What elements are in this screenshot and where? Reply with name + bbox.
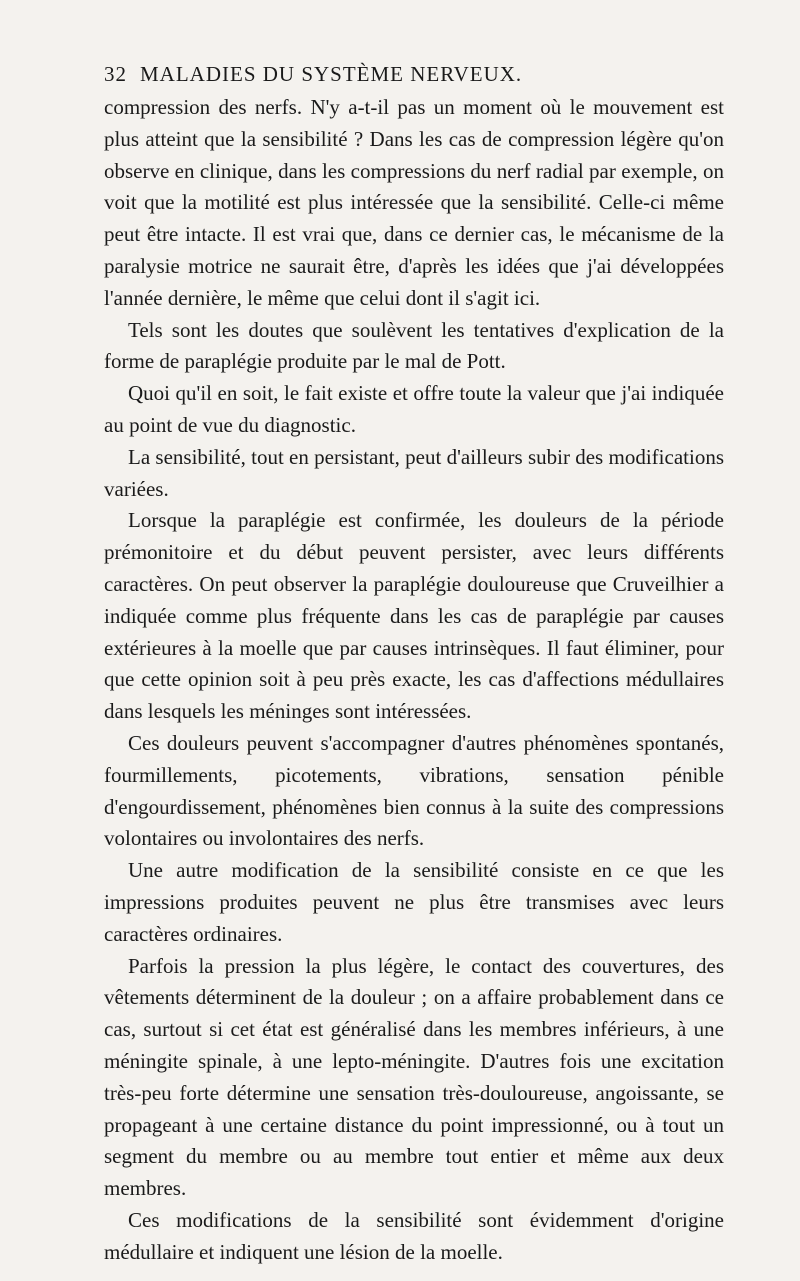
paragraph: Une autre modification de la sensibilité consiste en ce que les impressions produites peuvent ne plus être transmises avec leurs caractères ordinaires.	[104, 858, 724, 946]
running-title: MALADIES DU SYSTÈME NERVEUX.	[140, 62, 523, 86]
paragraph: Ces douleurs peuvent s'accompagner d'autres phénomènes spontanés, fourmillements, picotements, vibrations, sensation pénible d'engourdissement, phénomènes bien connus à la suite des compressions volontaires ou involontaires des nerfs.	[104, 730, 724, 851]
paragraph: Ces modifications de la sensibilité sont évidemment d'origine médullaire et indiquent une lésion de la moelle.	[104, 1207, 724, 1264]
body-text	[104, 92, 724, 1268]
paragraph: La sensibilité, tout en persistant, peut d'ailleurs subir des modifications variées.	[104, 444, 724, 501]
page-number: 32	[104, 62, 127, 86]
paragraph: Tels sont les doutes que soulèvent les tentatives d'explication de la forme de paraplégie produite par le mal de Pott.	[104, 317, 724, 374]
paragraph: Lorsque la paraplégie est confirmée, les douleurs de la période prémonitoire et du début peuvent persister, avec leurs différents caractères. On peut observer la paraplégie douloureuse que Cruveilhier a indiquée comme plus fréquente dans les cas de paraplégie par causes extérieures à la moelle que par causes intrinsèques. Il faut éliminer, pour que cette opinion soit à peu près exacte, les cas d'affections médullaires dans lesquels les méninges sont intéressées.	[104, 508, 724, 724]
paragraph: compression des nerfs. N'y a-t-il pas un moment où le mouvement est plus atteint que la sensibilité ? Dans les cas de compression légère qu'on observe en clinique, dans les compressions du nerf radial par exemple, on voit que la motilité est plus intéressée que la sensibilité. Celle-ci même peut être intacte. Il est vrai que, dans ce dernier cas, le mécanisme de la paralysie motrice ne saurait être, d'après les idées que j'ai développées l'année dernière, le même que celui dont il s'agit ici.	[104, 95, 724, 310]
paragraph: Quoi qu'il en soit, le fait existe et offre toute la valeur que j'ai indiquée au point de vue du diagnostic.	[104, 381, 724, 437]
paragraph: Parfois la pression la plus légère, le contact des couvertures, des vêtements déterminent de la douleur ; on a affaire probablement dans ce cas, surtout si cet état est généralisé dans les membres inférieurs, à une méningite spinale, à une lepto-méningite. D'autres fois une excitation très-peu forte détermine une sensation très-douloureuse, angoissante, se propageant à une certaine distance du point impressionné, ou à tout un segment du membre ou au membre tout entier et même aux deux membres.	[104, 953, 724, 1201]
running-head	[104, 58, 724, 90]
